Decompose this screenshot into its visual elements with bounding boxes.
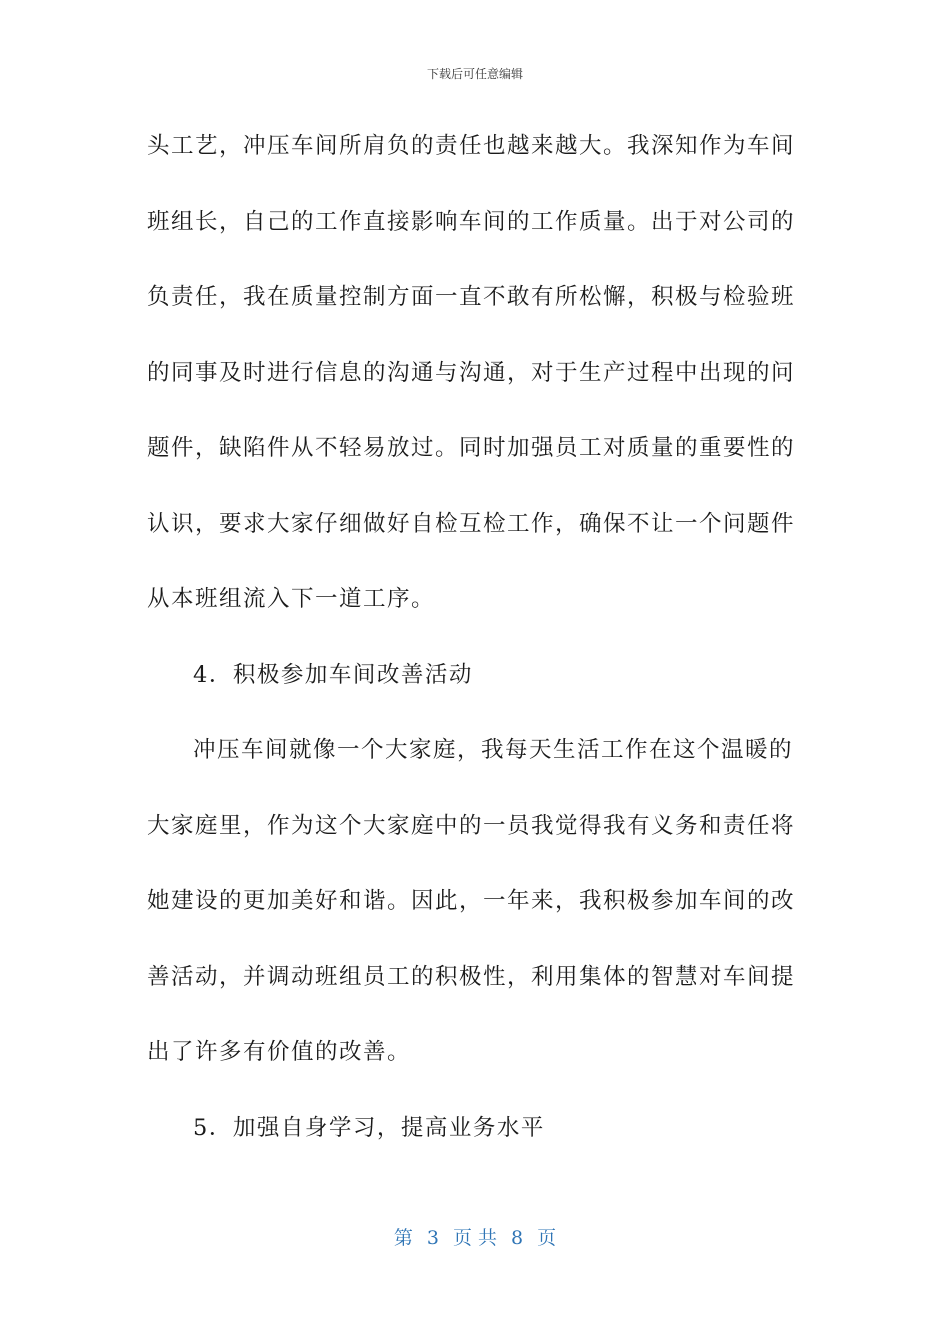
text-line: 负责任，我在质量控制方面一直不敢有所松懈，积极与检验班 (147, 284, 796, 310)
document-body (147, 124, 796, 1181)
total-pages-number: 8 (511, 1227, 524, 1249)
text-line: 大家庭里，作为这个大家庭中的一员我觉得我有义务和责任将 (147, 812, 796, 839)
text-line: 从本班组流入下一道工序。 (147, 586, 436, 612)
text-line: 认识，要求大家仔细做好自检互检工作，确保不让一个问题件 (147, 510, 796, 537)
page-middle-text: 页 共 (452, 1227, 498, 1249)
page-header: 下载后可任意编辑 (426, 67, 523, 81)
section-heading: 5．加强自身学习，提高业务水平 (193, 1114, 545, 1141)
text-line: 的同事及时进行信息的沟通与沟通，对于生产过程中出现的问 (147, 359, 796, 386)
text-line: 善活动，并调动班组员工的积极性，利用集体的智慧对车间提 (147, 963, 796, 990)
page-prefix: 第 (393, 1227, 413, 1249)
text-line: 头工艺，冲压车间所肩负的责任也越来越大。我深知作为车间 (147, 133, 796, 159)
text-line: 冲压车间就像一个大家庭，我每天生活工作在这个温暖的 (193, 737, 794, 763)
text-line: 班组长，自己的工作直接影响车间的工作质量。出于对公司的 (147, 208, 796, 235)
text-line: 她建设的更加美好和谐。因此，一年来，我积极参加车间的改 (147, 888, 796, 914)
page-number-footer (0, 1224, 950, 1252)
current-page-number: 3 (426, 1227, 439, 1249)
text-line: 题件，缺陷件从不轻易放过。同时加强员工对质量的重要性的 (147, 435, 796, 461)
section-heading: 4．积极参加车间改善活动 (193, 661, 473, 688)
page-suffix: 页 (537, 1227, 557, 1249)
text-line: 出了许多有价值的改善。 (147, 1039, 412, 1065)
